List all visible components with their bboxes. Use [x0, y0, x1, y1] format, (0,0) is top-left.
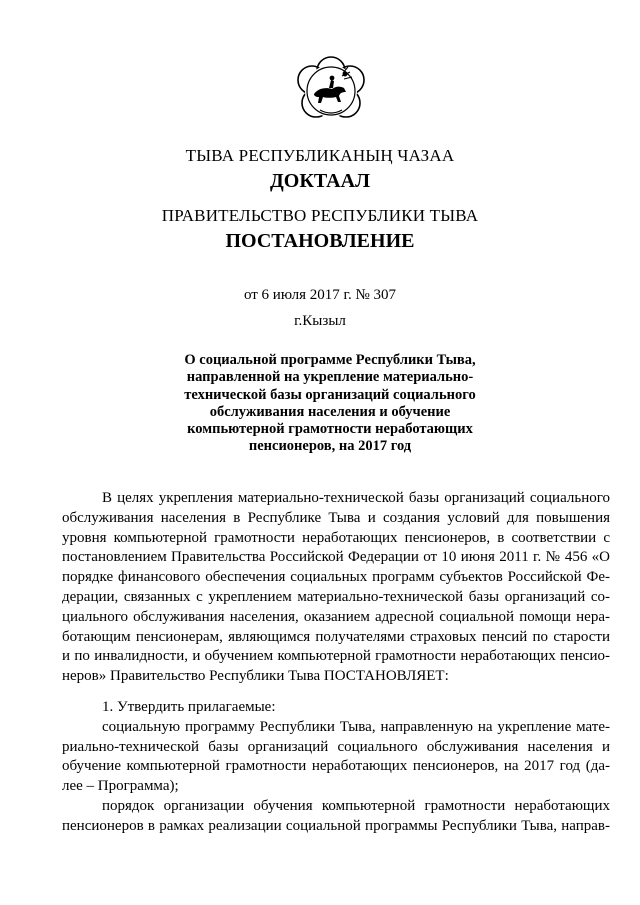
text-line: ботающим пенсионерам, являющимся получателями страховых пенсий по старости	[62, 628, 610, 645]
item-1-heading: 1. Утвердить прилагаемые:	[102, 698, 276, 715]
text-line: и по инвалидности, и обучением компьютерной грамотности неработающих пенсио-	[62, 648, 610, 665]
document-date-number: от 6 июля 2017 г. № 307	[243, 287, 397, 303]
text-line: пенсионеров в рамках реализации социальной программы Республики Тыва, направ-	[62, 817, 610, 834]
text-line: В целях укрепления материально-технической базы организаций социального	[102, 490, 610, 506]
text-line: обучение компьютерной грамотности неработающих пенсионеров, на 2017 год (да-	[62, 758, 610, 775]
preamble-paragraph	[62, 489, 610, 687]
document-city: г.Кызыл	[294, 313, 346, 329]
text-line: порядок организации обучения компьютерной грамотности неработающих	[102, 797, 610, 814]
title-line: направленной на укрепление материально-	[186, 369, 474, 386]
document-body	[62, 489, 610, 837]
text-line: лее – Программа);	[62, 778, 179, 795]
title-line: О социальной программе Республики Тыва,	[184, 352, 476, 368]
tyva-document-type: ДОКТААЛ	[270, 170, 370, 192]
text-line: циального обслуживания населения, оказанием адресной социальной помощи нера-	[62, 608, 610, 625]
tuva-coat-of-arms-icon	[290, 50, 372, 132]
item-1b-paragraph	[62, 797, 610, 837]
text-line: обслуживания населения в Республике Тыва и создания условий для повышения	[62, 509, 610, 526]
text-line: уровня компьютерной грамотности неработающих пенсионеров, в соответствии с	[62, 529, 610, 546]
tyva-government-name: ТЫВА РЕСПУБЛИКАНЫҢ ЧАЗАА	[185, 146, 455, 165]
text-line: риально-технической базы организаций социального обслуживания населения и	[62, 738, 610, 755]
title-line: технической базы организаций социального	[184, 386, 476, 403]
text-line: порядке финансового обеспечения социальных программ субъектов Российской Фе-	[62, 569, 610, 586]
text-line: дерации, связанных с укреплением материально-технической базы организаций со-	[62, 588, 610, 605]
russian-government-name: ПРАВИТЕЛЬСТВО РЕСПУБЛИКИ ТЫВА	[161, 206, 479, 225]
title-line: обслуживания населения и обучение	[209, 403, 451, 420]
title-line: пенсионеров, на 2017 год	[248, 438, 412, 455]
text-line: неров» Правительство Республики Тыва ПОСТАНОВЛЯЕТ:	[62, 668, 449, 685]
russian-document-type: ПОСТАНОВЛЕНИЕ	[225, 230, 415, 252]
text-line: социальную программу Республики Тыва, направленную на укрепление мате-	[102, 718, 610, 735]
title-line: компьютерной грамотности неработающих	[187, 421, 473, 438]
text-line: постановлением Правительства Российской Федерации от 10 июня 2011 г. № 456 «О	[62, 549, 610, 566]
item-1a-paragraph	[62, 718, 610, 797]
document-title	[160, 352, 500, 456]
